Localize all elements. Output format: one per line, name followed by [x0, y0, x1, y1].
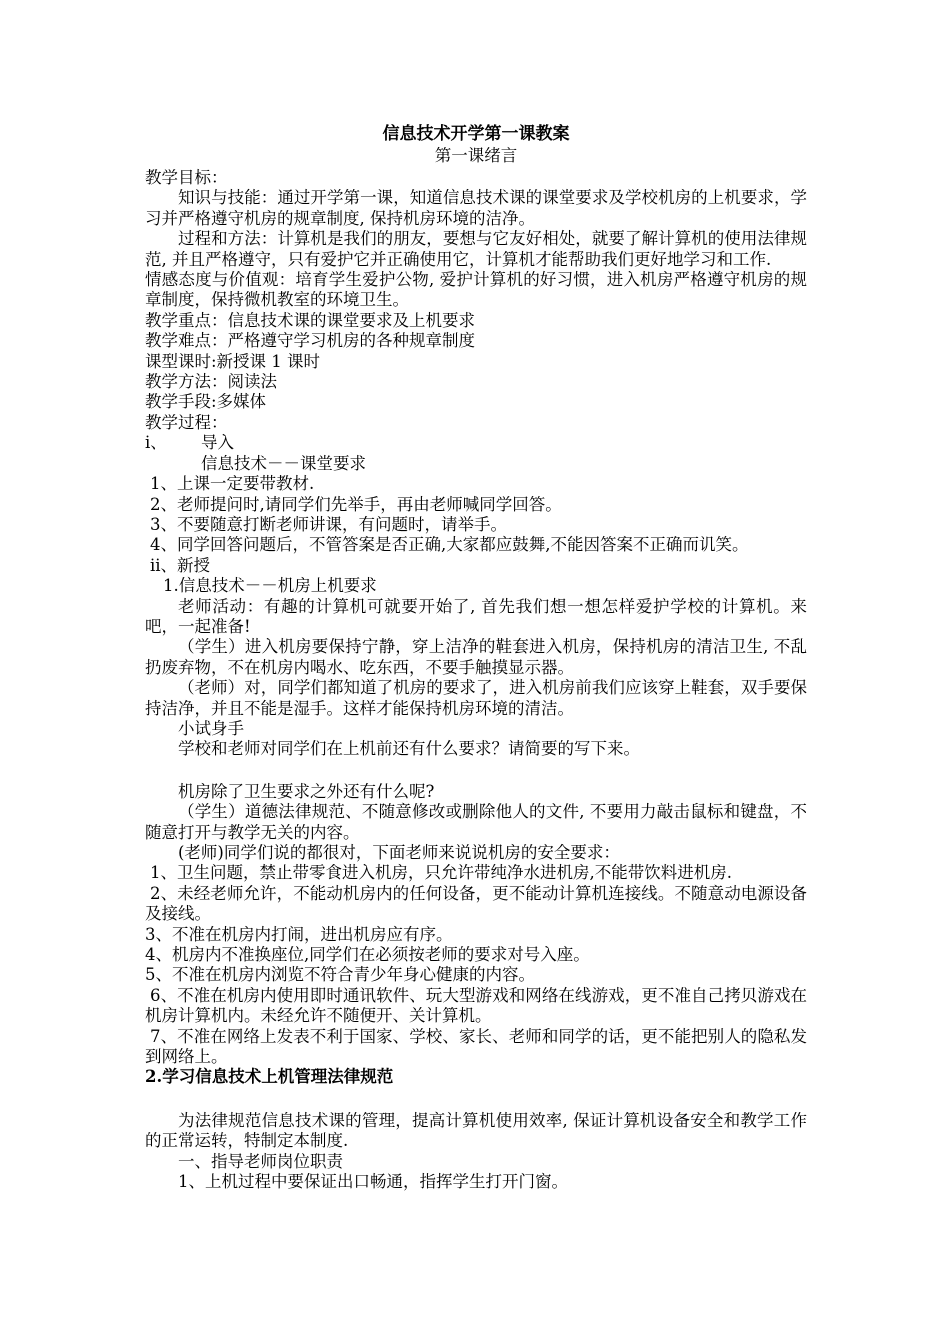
- document-title: 信息技术开学第一课教案: [382, 124, 570, 144]
- list-item: 1、卫生问题，禁止带零食进入机房，只允许带纯净水进机房,不能带饮料进机房.: [150, 863, 732, 883]
- section-heading: 教学过程：: [145, 412, 228, 432]
- list-marker: i、: [145, 433, 167, 453]
- list-item: 7、不准在网络上发表不利于国家、学校、家长、老师和同学的话，更不能把别人的隐私发到网络上。: [145, 1026, 807, 1067]
- paragraph: （学生）进入机房要保持宁静，穿上洁净的鞋套进入机房，保持机房的清洁卫生, 不乱扔废弃物，不在机房内喝水、吃东西，不要手触摸显示器。: [145, 637, 807, 677]
- paragraph: （老师）对，同学们都知道了机房的要求了，进入机房前我们应该穿上鞋套，双手要保持洁净，并且不能是湿手。这样才能保持机房环境的清洁。: [145, 678, 807, 718]
- subheading: 1.信息技术－－机房上机要求: [163, 576, 377, 596]
- paragraph: 教学手段:多媒体: [145, 392, 267, 412]
- paragraph: 教学重点：信息技术课的课堂要求及上机要求: [145, 310, 475, 330]
- document-page: [145, 120, 807, 1193]
- paragraph: 老师活动：有趣的计算机可就要开始了, 首先我们想一想怎样爱护学校的计算机。来吧，一起准备!: [145, 596, 807, 636]
- paragraph: 教学方法：阅读法: [145, 372, 277, 392]
- list-item: 5、不准在机房内浏览不符合青少年身心健康的内容。: [145, 965, 535, 985]
- section-heading: 2.学习信息技术上机管理法律规范: [145, 1067, 394, 1087]
- document-subtitle: 第一课绪言: [434, 146, 518, 165]
- paragraph: 教学难点：严格遵守学习机房的各种规章制度: [145, 331, 475, 351]
- subheading: 小试身手: [178, 718, 244, 738]
- paragraph: 课型课时:新授课 1 课时: [145, 351, 321, 371]
- paragraph: (老师)同学们说的都很对，下面老师来说说机房的安全要求：: [178, 843, 620, 862]
- paragraph: 情感态度与价值观：培育学生爱护公物, 爱护计算机的好习惯，进入机房严格遵守机房的规章制度，保持微机教室的环境卫生。: [145, 270, 807, 310]
- list-item: 1、上课一定要带教材.: [150, 474, 315, 494]
- list-item: [145, 433, 807, 453]
- paragraph: 学校和老师对同学们在上机前还有什么要求？请简要的写下来。: [178, 739, 640, 759]
- paragraph: 机房除了卫生要求之外还有什么呢?: [178, 781, 435, 801]
- section-heading: ii、新授: [150, 555, 211, 575]
- blank-line: [145, 1088, 807, 1108]
- paragraph: 为法律规范信息技术课的管理，提高计算机使用效率, 保证计算机设备安全和教学工作的正常运转，特制定本制度.: [145, 1110, 807, 1151]
- paragraph: 过程和方法：计算机是我们的朋友，要想与它友好相处，就要了解计算机的使用法律规范, 并且严格遵守，只有爱护它并正确使用它，计算机才能帮助我们更好地学习和工作.: [145, 229, 807, 269]
- paragraph: 知识与技能：通过开学第一课，知道信息技术课的课堂要求及学校机房的上机要求，学习并严格遵守机房的规章制度, 保持机房环境的洁净。: [145, 188, 807, 228]
- list-item: 3、不准在机房内打闹，进出机房应有序。: [145, 924, 453, 944]
- list-item: 2、未经老师允许，不能动机房内的任何设备，更不能动计算机连接线。不随意动电源设备及接线。: [145, 883, 807, 924]
- subheading: 信息技术－－课堂要求: [201, 453, 366, 473]
- list-item: 6、不准在机房内使用即时通讯软件、玩大型游戏和网络在线游戏，更不准自己拷贝游戏在机房计算机内。未经允许不随便开、关计算机。: [145, 985, 807, 1026]
- list-item: 2、老师提问时,请同学们先举手，再由老师喊同学回答。: [150, 494, 562, 514]
- list-item: 3、不要随意打断老师讲课，有问题时，请举手。: [150, 514, 507, 534]
- blank-line: [145, 760, 807, 782]
- section-heading: 教学目标：: [145, 168, 228, 187]
- list-item: 1、上机过程中要保证出口畅通，指挥学生打开门窗。: [178, 1172, 568, 1192]
- list-item: 4、机房内不准换座位,同学们在必须按老师的要求对号入座。: [145, 945, 590, 965]
- paragraph: （学生）道德法律规范、不随意修改或删除他人的文件, 不要用力敲击鼠标和键盘，不随意打开与教学无关的内容。: [145, 802, 807, 842]
- list-item: 4、同学回答问题后，不管答案是否正确,大家都应鼓舞,不能因答案不正确而讥笑。: [150, 535, 749, 555]
- list-item-text: 导入: [201, 433, 234, 453]
- subheading: 一、指导老师岗位职责: [178, 1151, 343, 1171]
